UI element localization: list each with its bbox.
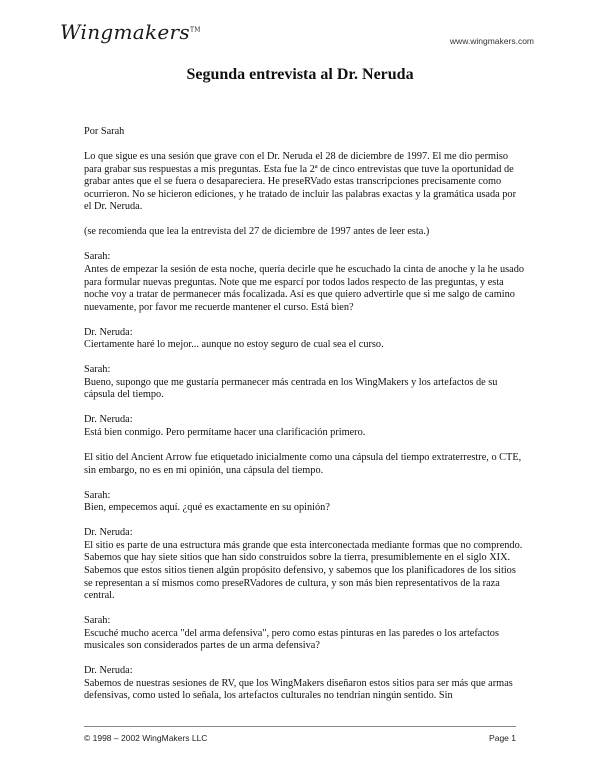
paragraph (84, 490, 524, 515)
paragraph (84, 226, 524, 239)
speaker-label: Dr. Neruda: (84, 665, 133, 677)
speaker-label: Sarah: (84, 489, 111, 501)
speaker-label: Sarah: (84, 364, 111, 376)
paragraph (84, 414, 524, 439)
paragraph (84, 452, 524, 477)
wingmakers-logo (60, 20, 201, 44)
paragraph-text: El sitio es parte de una estructura más grande que esta interconectada mediante formas que no comprendo. Sabemos que hay siete sitios que han sido construidos sobre la tierra, presumiblemente en el siglo XIX. Sabemos que estos sitios tienen algún propósito defensivo, y sabemos que los planificadores de los sitios se representan a sí mismos como preseRVadores de cultura, y son más bien representativos de la raza central. (84, 539, 523, 602)
paragraph-text: (se recomienda que lea la entrevista del 27 de diciembre de 1997 antes de leer esta.) (84, 226, 430, 238)
speaker-label: Dr. Neruda: (84, 326, 133, 338)
paragraph-text: Antes de empezar la sesión de esta noche, quería decirle que he escuchado la cinta de anoche y la he usado para formular nuevas preguntas. Note que me esparcí por todos lados respecto de las preguntas, y esta noche voy a tratar de permanecer más focalizada. Así es que quiero advertirle que si me salgo de camino nuevamente, por favor me recuerde mantener el curso. Está bien? (84, 263, 524, 313)
speaker-label: Sarah: (84, 615, 111, 627)
paragraph-text: Está bien conmigo. Pero permítame hacer una clarificación primero. (84, 427, 366, 439)
paragraph-text: Lo que sigue es una sesión que grave con el Dr. Neruda el 28 de diciembre de 1997. El me dio permiso para grabar sus respuestas a mis preguntas. Esta fue la 2ª de cinco entrevistas que tuve la oportunidad de grabar antes que el se fuera o desapareciera. He preseRVado estas transcripciones precisamente como ocurrieron. No se hicieron ediciones, y he tratado de incluir las palabras exactas y la gramática usada por el Dr. Neruda. (84, 150, 517, 213)
paragraph-text: Bueno, supongo que me gustaría permanecer más centrada en los WingMakers y los artefactos de su cápsula del tiempo. (84, 376, 498, 401)
paragraph (84, 615, 524, 653)
paragraph-text: Sabemos de nuestras sesiones de RV, que los WingMakers diseñaron estos sitios para ser más que armas defensivas, como usted lo señala, los artefactos culturales no tendrían ningún sentido. Sin (84, 677, 513, 702)
paragraph (84, 151, 524, 214)
paragraph (84, 665, 524, 703)
paragraph (84, 251, 524, 314)
paragraph-text: Escuché mucho acerca "del arma defensiva", pero como estas pinturas en las paredes o los artefactos musicales son considerados partes de un arma defensiva? (84, 627, 499, 652)
paragraph-text: Bien, empecemos aquí. ¿qué es exactamente en su opinión? (84, 502, 330, 514)
logo-trademark: TM (189, 26, 201, 34)
speaker-label: Dr. Neruda: (84, 414, 133, 426)
logo-text: Wingmakers (60, 20, 190, 44)
paragraph (84, 327, 524, 352)
paragraph (84, 527, 524, 603)
footer-divider (84, 726, 516, 727)
footer-copyright: © 1998 – 2002 WingMakers LLC (84, 733, 208, 743)
speaker-label: Sarah: (84, 251, 111, 263)
paragraph (84, 364, 524, 402)
paragraph-text: Ciertamente haré lo mejor... aunque no estoy seguro de cual sea el curso. (84, 339, 384, 351)
document-title: Segunda entrevista al Dr. Neruda (186, 66, 414, 83)
paragraph-text: Por Sarah (84, 126, 125, 137)
paragraph (84, 126, 524, 139)
speaker-label: Dr. Neruda: (84, 527, 133, 539)
site-url: www.wingmakers.com (449, 36, 534, 46)
document-body (84, 126, 524, 715)
footer-page-number: Page 1 (489, 733, 516, 743)
paragraph-text: El sitio del Ancient Arrow fue etiquetado inicialmente como una cápsula del tiempo extraterrestre, o CTE, sin embargo, no es en mi opinión, una cápsula del tiempo. (84, 452, 522, 476)
